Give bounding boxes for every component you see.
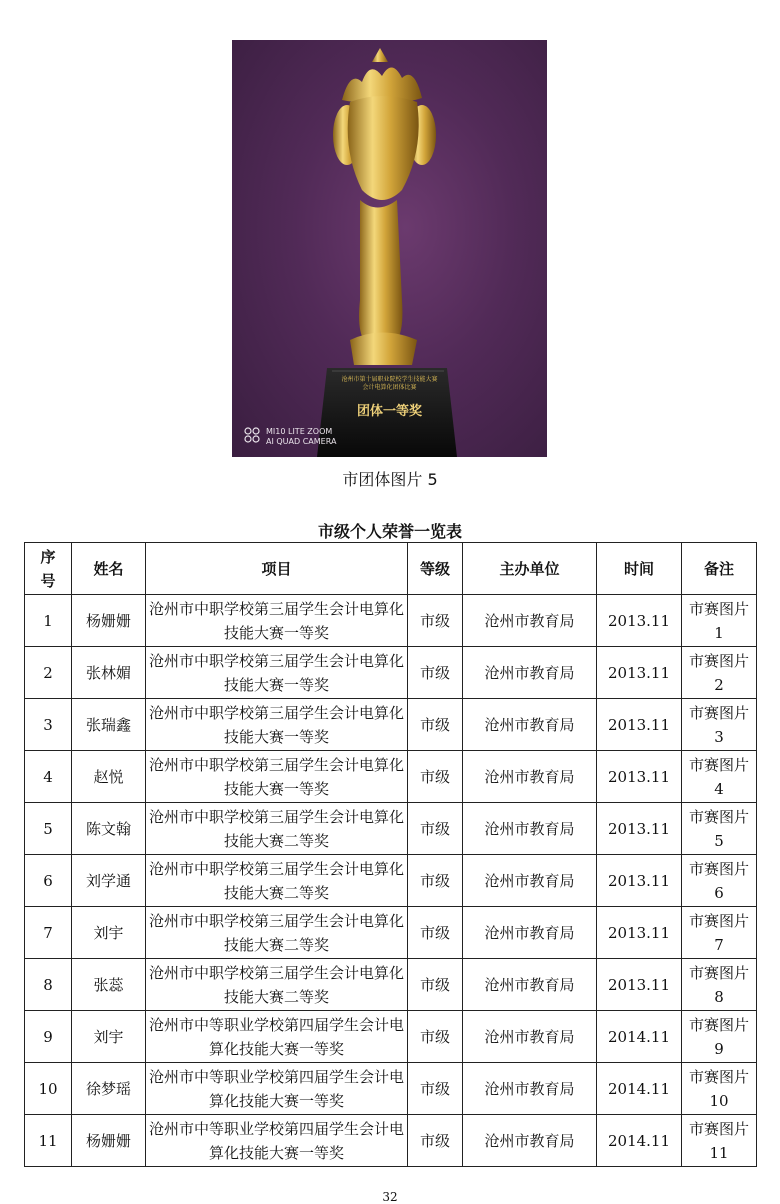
- cell-org: 沧州市教育局: [463, 959, 597, 1011]
- cell-name: 刘宇: [72, 907, 146, 959]
- cell-project: 沧州市中职学校第三届学生会计电算化技能大赛二等奖: [146, 803, 408, 855]
- cell-org: 沧州市教育局: [463, 1063, 597, 1115]
- cell-note: 市赛图片 9: [682, 1011, 757, 1063]
- photo-caption: 市团体图片 5: [342, 470, 438, 489]
- cell-project: 沧州市中职学校第三届学生会计电算化技能大赛二等奖: [146, 959, 408, 1011]
- cell-org: 沧州市教育局: [463, 1115, 597, 1167]
- cell-project: 沧州市中职学校第三届学生会计电算化技能大赛一等奖: [146, 751, 408, 803]
- cell-level: 市级: [408, 1011, 463, 1063]
- cell-no: 4: [25, 751, 72, 803]
- cell-project: 沧州市中等职业学校第四届学生会计电算化技能大赛一等奖: [146, 1115, 408, 1167]
- cell-project: 沧州市中职学校第三届学生会计电算化技能大赛一等奖: [146, 647, 408, 699]
- trophy-photo: [232, 40, 547, 457]
- cell-note: 市赛图片 4: [682, 751, 757, 803]
- header-level: 等级: [408, 543, 463, 595]
- cell-name: 张蕊: [72, 959, 146, 1011]
- cell-project: 沧州市中职学校第三届学生会计电算化技能大赛二等奖: [146, 907, 408, 959]
- cell-org: 沧州市教育局: [463, 751, 597, 803]
- cell-no: 2: [25, 647, 72, 699]
- trophy-illustration: [232, 40, 547, 457]
- cell-name: 徐梦瑶: [72, 1063, 146, 1115]
- table-row: [25, 595, 757, 647]
- cell-level: 市级: [408, 1063, 463, 1115]
- header-date: 时间: [597, 543, 682, 595]
- table-row: [25, 699, 757, 751]
- cell-org: 沧州市教育局: [463, 647, 597, 699]
- cell-no: 11: [25, 1115, 72, 1167]
- cell-level: 市级: [408, 699, 463, 751]
- table-row: [25, 907, 757, 959]
- cell-note: 市赛图片 2: [682, 647, 757, 699]
- cell-note: 市赛图片 11: [682, 1115, 757, 1167]
- header-no: 序号: [25, 543, 72, 595]
- table-row: [25, 855, 757, 907]
- cell-level: 市级: [408, 907, 463, 959]
- cell-name: 刘学通: [72, 855, 146, 907]
- table-header-row: [25, 543, 757, 595]
- header-org: 主办单位: [463, 543, 597, 595]
- cell-no: 1: [25, 595, 72, 647]
- cell-project: 沧州市中等职业学校第四届学生会计电算化技能大赛一等奖: [146, 1011, 408, 1063]
- cell-level: 市级: [408, 647, 463, 699]
- cell-date: 2013.11: [597, 699, 682, 751]
- cell-project: 沧州市中职学校第三届学生会计电算化技能大赛一等奖: [146, 699, 408, 751]
- cell-org: 沧州市教育局: [463, 699, 597, 751]
- cell-date: 2014.11: [597, 1115, 682, 1167]
- cell-date: 2013.11: [597, 907, 682, 959]
- header-note: 备注: [682, 543, 757, 595]
- cell-note: 市赛图片 10: [682, 1063, 757, 1115]
- cell-name: 刘宇: [72, 1011, 146, 1063]
- cell-name: 杨姗姗: [72, 1115, 146, 1167]
- cell-note: 市赛图片 7: [682, 907, 757, 959]
- camera-watermark: [244, 427, 336, 447]
- plaque-line-1: 沧州市第十届职业院校学生技能大赛: [341, 376, 438, 383]
- cell-org: 沧州市教育局: [463, 855, 597, 907]
- plaque-line-2: 会计电算化团体比赛: [362, 384, 417, 391]
- cell-note: 市赛图片 3: [682, 699, 757, 751]
- cell-note: 市赛图片 1: [682, 595, 757, 647]
- cell-project: 沧州市中等职业学校第四届学生会计电算化技能大赛一等奖: [146, 1063, 408, 1115]
- cell-note: 市赛图片 8: [682, 959, 757, 1011]
- cell-org: 沧州市教育局: [463, 803, 597, 855]
- camera-line-2: AI QUAD CAMERA: [266, 437, 337, 446]
- cell-no: 10: [25, 1063, 72, 1115]
- cell-org: 沧州市教育局: [463, 1011, 597, 1063]
- cell-no: 7: [25, 907, 72, 959]
- cell-project: 沧州市中职学校第三届学生会计电算化技能大赛一等奖: [146, 595, 408, 647]
- plaque-award: 团体一等奖: [356, 404, 422, 419]
- cell-name: 陈文翰: [72, 803, 146, 855]
- table-row: [25, 1063, 757, 1115]
- cell-name: 赵悦: [72, 751, 146, 803]
- cell-date: 2013.11: [597, 959, 682, 1011]
- cell-level: 市级: [408, 595, 463, 647]
- header-project: 项目: [146, 543, 408, 595]
- cell-no: 8: [25, 959, 72, 1011]
- table-row: [25, 751, 757, 803]
- camera-line-1: MI10 LITE ZOOM: [266, 427, 333, 436]
- cell-date: 2013.11: [597, 855, 682, 907]
- cell-no: 5: [25, 803, 72, 855]
- cell-level: 市级: [408, 855, 463, 907]
- cell-level: 市级: [408, 751, 463, 803]
- honors-table: [24, 542, 757, 1167]
- cell-no: 9: [25, 1011, 72, 1063]
- cell-level: 市级: [408, 803, 463, 855]
- cell-name: 杨姗姗: [72, 595, 146, 647]
- header-name: 姓名: [72, 543, 146, 595]
- camera-lens-icon: [244, 427, 260, 443]
- cell-date: 2013.11: [597, 647, 682, 699]
- cell-project: 沧州市中职学校第三届学生会计电算化技能大赛二等奖: [146, 855, 408, 907]
- cell-date: 2013.11: [597, 595, 682, 647]
- table-row: [25, 647, 757, 699]
- table-row: [25, 959, 757, 1011]
- cell-date: 2014.11: [597, 1063, 682, 1115]
- cell-name: 张瑞鑫: [72, 699, 146, 751]
- page-number: 32: [382, 1190, 398, 1204]
- table-row: [25, 1011, 757, 1063]
- table-row: [25, 803, 757, 855]
- cell-date: 2013.11: [597, 803, 682, 855]
- table-title: 市级个人荣誉一览表: [317, 522, 462, 541]
- cell-org: 沧州市教育局: [463, 595, 597, 647]
- cell-date: 2014.11: [597, 1011, 682, 1063]
- cell-note: 市赛图片 6: [682, 855, 757, 907]
- cell-note: 市赛图片 5: [682, 803, 757, 855]
- cell-org: 沧州市教育局: [463, 907, 597, 959]
- cell-no: 6: [25, 855, 72, 907]
- cell-level: 市级: [408, 1115, 463, 1167]
- table-row: [25, 1115, 757, 1167]
- cell-date: 2013.11: [597, 751, 682, 803]
- cell-level: 市级: [408, 959, 463, 1011]
- cell-name: 张林媚: [72, 647, 146, 699]
- cell-no: 3: [25, 699, 72, 751]
